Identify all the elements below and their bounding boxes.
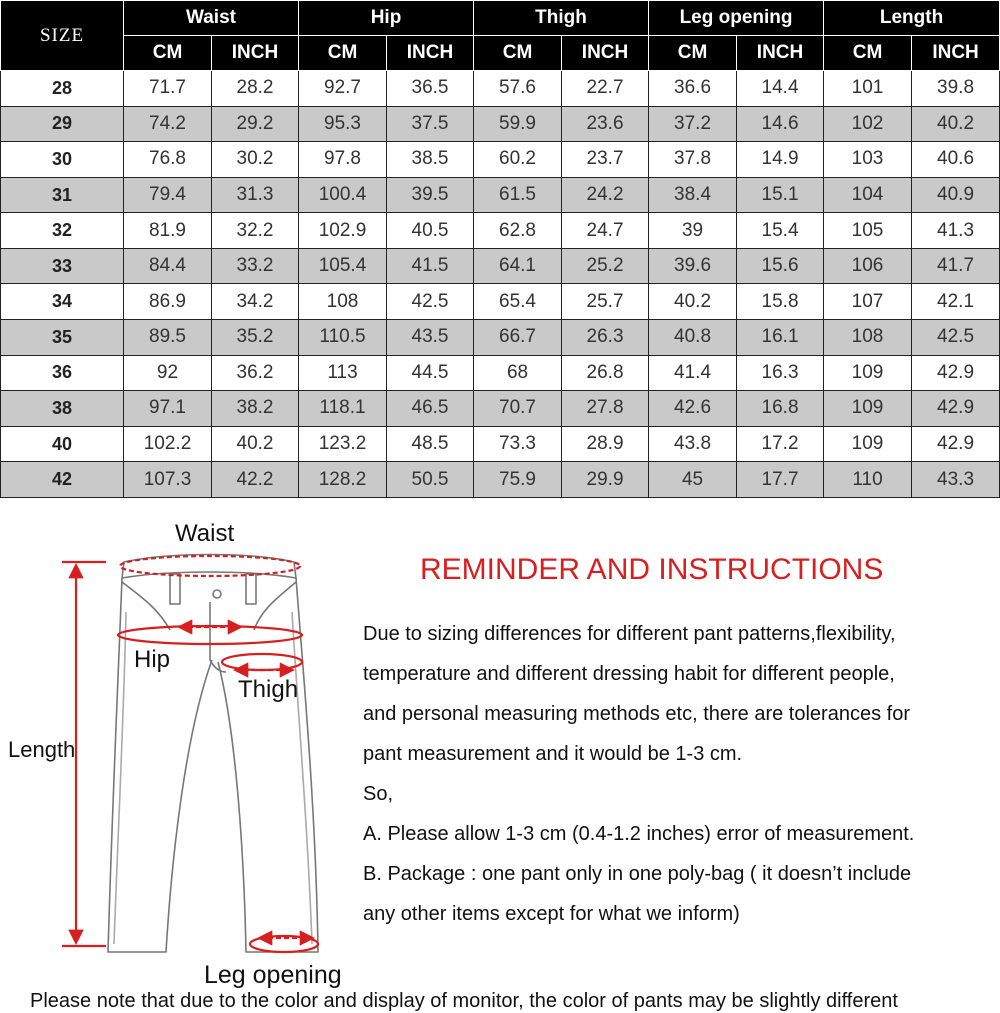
reminder-title: REMINDER AND INSTRUCTIONS	[420, 553, 884, 586]
measurement-cell: 42.9	[912, 391, 1000, 427]
measurement-cell: 15.8	[737, 284, 824, 320]
instruction-line: pant measurement and it would be 1-3 cm.	[363, 743, 743, 765]
size-cell: 30	[1, 142, 124, 178]
measurement-cell: 39.8	[912, 71, 1000, 107]
measurement-cell: 75.9	[474, 462, 562, 498]
measurement-cell: 48.5	[387, 426, 474, 462]
measurement-cell: 73.3	[474, 426, 562, 462]
measurement-cell: 105.4	[299, 248, 387, 284]
measurement-cell: 28.9	[562, 426, 649, 462]
unit-header: INCH	[737, 36, 824, 71]
measurement-cell: 25.2	[562, 248, 649, 284]
measurement-cell: 42.2	[212, 462, 299, 498]
instruction-line: A. Please allow 1-3 cm (0.4-1.2 inches) error of measurement.	[363, 823, 915, 845]
table-row	[1, 248, 1000, 284]
measurement-cell: 102.2	[124, 426, 212, 462]
measurement-cell: 42.6	[649, 391, 737, 427]
measurement-cell: 43.3	[912, 462, 1000, 498]
table-row	[1, 142, 1000, 178]
measurement-cell: 44.5	[387, 355, 474, 391]
measurement-cell: 61.5	[474, 177, 562, 213]
group-header-leg-opening: Leg opening	[649, 1, 824, 36]
measurement-cell: 40.2	[212, 426, 299, 462]
measurement-cell: 34.2	[212, 284, 299, 320]
measurement-cell: 37.2	[649, 106, 737, 142]
measurement-cell: 97.1	[124, 391, 212, 427]
measurement-cell: 36.5	[387, 71, 474, 107]
unit-header: INCH	[912, 36, 1000, 71]
measurement-cell: 42.1	[912, 284, 1000, 320]
table-row	[1, 426, 1000, 462]
measurement-cell: 16.3	[737, 355, 824, 391]
measurement-cell: 35.2	[212, 320, 299, 356]
measurement-cell: 45	[649, 462, 737, 498]
measurement-cell: 76.8	[124, 142, 212, 178]
measurement-cell: 14.6	[737, 106, 824, 142]
pants-measurement-diagram	[0, 512, 380, 1000]
measurement-cell: 109	[824, 391, 912, 427]
leg-opening-label: Leg opening	[204, 961, 342, 989]
measurement-cell: 74.2	[124, 106, 212, 142]
group-header-thigh: Thigh	[474, 1, 649, 36]
measurement-cell: 29.2	[212, 106, 299, 142]
measurement-cell: 16.8	[737, 391, 824, 427]
measurement-cell: 105	[824, 213, 912, 249]
measurement-cell: 26.8	[562, 355, 649, 391]
size-cell: 38	[1, 391, 124, 427]
measurement-cell: 24.7	[562, 213, 649, 249]
group-header-hip: Hip	[299, 1, 474, 36]
measurement-cell: 64.1	[474, 248, 562, 284]
measurement-cell: 60.2	[474, 142, 562, 178]
measurement-cell: 109	[824, 355, 912, 391]
measurement-cell: 15.6	[737, 248, 824, 284]
unit-header: CM	[649, 36, 737, 71]
length-label: Length	[8, 737, 76, 762]
measurement-cell: 23.7	[562, 142, 649, 178]
size-header: SIZE	[1, 1, 124, 71]
table-header-groups	[1, 1, 1000, 36]
pants-outline	[108, 555, 318, 953]
size-cell: 42	[1, 462, 124, 498]
measurement-cell: 108	[299, 284, 387, 320]
measurement-cell: 28.2	[212, 71, 299, 107]
unit-header: INCH	[387, 36, 474, 71]
measurement-cell: 14.4	[737, 71, 824, 107]
measurement-cell: 23.6	[562, 106, 649, 142]
size-chart-table	[0, 0, 1000, 498]
measurement-cell: 15.1	[737, 177, 824, 213]
table-row	[1, 462, 1000, 498]
measurement-cell: 86.9	[124, 284, 212, 320]
unit-header: CM	[824, 36, 912, 71]
measurement-cell: 26.3	[562, 320, 649, 356]
measurement-cell: 65.4	[474, 284, 562, 320]
measurement-cell: 57.6	[474, 71, 562, 107]
measurement-cell: 43.8	[649, 426, 737, 462]
measurement-cell: 66.7	[474, 320, 562, 356]
measurement-cell: 71.7	[124, 71, 212, 107]
measurement-cell: 33.2	[212, 248, 299, 284]
table-row	[1, 391, 1000, 427]
measurement-cell: 38.5	[387, 142, 474, 178]
table-row	[1, 355, 1000, 391]
table-row	[1, 284, 1000, 320]
measurement-cell: 37.5	[387, 106, 474, 142]
measurement-cell: 40.5	[387, 213, 474, 249]
measurement-cell: 103	[824, 142, 912, 178]
group-header-waist: Waist	[124, 1, 299, 36]
measurement-cell: 40.9	[912, 177, 1000, 213]
measurement-marks	[62, 556, 318, 952]
instruction-line: temperature and different dressing habit for different people,	[363, 663, 895, 685]
measurement-cell: 42.9	[912, 426, 1000, 462]
measurement-cell: 38.2	[212, 391, 299, 427]
measurement-cell: 106	[824, 248, 912, 284]
measurement-cell: 30.2	[212, 142, 299, 178]
size-cell: 40	[1, 426, 124, 462]
measurement-cell: 16.1	[737, 320, 824, 356]
table-row	[1, 106, 1000, 142]
size-cell: 33	[1, 248, 124, 284]
instruction-line: B. Package : one pant only in one poly-bag ( it doesn’t include	[363, 863, 912, 885]
measurement-cell: 42.5	[387, 284, 474, 320]
instruction-line: and personal measuring methods etc, there are tolerances for	[363, 703, 910, 725]
measurement-cell: 108	[824, 320, 912, 356]
measurement-cell: 118.1	[299, 391, 387, 427]
table-body	[1, 71, 1000, 498]
measurement-cell: 24.2	[562, 177, 649, 213]
thigh-label: Thigh	[238, 676, 299, 703]
measurement-cell: 89.5	[124, 320, 212, 356]
measurement-cell: 22.7	[562, 71, 649, 107]
measurement-cell: 107.3	[124, 462, 212, 498]
measurement-cell: 42.5	[912, 320, 1000, 356]
measurement-cell: 14.9	[737, 142, 824, 178]
measurement-cell: 102.9	[299, 213, 387, 249]
measurement-cell: 79.4	[124, 177, 212, 213]
measurement-cell: 97.8	[299, 142, 387, 178]
table-row	[1, 320, 1000, 356]
measurement-cell: 42.9	[912, 355, 1000, 391]
measurement-cell: 102	[824, 106, 912, 142]
measurement-cell: 109	[824, 426, 912, 462]
measurement-cell: 59.9	[474, 106, 562, 142]
measurement-cell: 41.3	[912, 213, 1000, 249]
measurement-cell: 50.5	[387, 462, 474, 498]
measurement-cell: 40.2	[649, 284, 737, 320]
measurement-cell: 27.8	[562, 391, 649, 427]
measurement-cell: 36.2	[212, 355, 299, 391]
measurement-cell: 29.9	[562, 462, 649, 498]
measurement-cell: 84.4	[124, 248, 212, 284]
measurement-cell: 46.5	[387, 391, 474, 427]
measurement-cell: 41.5	[387, 248, 474, 284]
instruction-line: any other items except for what we inform)	[363, 903, 740, 925]
size-cell: 29	[1, 106, 124, 142]
table-row	[1, 177, 1000, 213]
unit-header: CM	[124, 36, 212, 71]
measurement-cell: 17.2	[737, 426, 824, 462]
group-header-length: Length	[824, 1, 1000, 36]
size-cell: 28	[1, 71, 124, 107]
unit-header: CM	[299, 36, 387, 71]
measurement-cell: 100.4	[299, 177, 387, 213]
measurement-cell: 43.5	[387, 320, 474, 356]
measurement-cell: 31.3	[212, 177, 299, 213]
size-cell: 36	[1, 355, 124, 391]
measurement-cell: 123.2	[299, 426, 387, 462]
measurement-cell: 110	[824, 462, 912, 498]
measurement-cell: 62.8	[474, 213, 562, 249]
hip-label: Hip	[134, 646, 171, 673]
instruction-line: So,	[363, 783, 394, 805]
measurement-cell: 38.4	[649, 177, 737, 213]
measurement-cell: 39.5	[387, 177, 474, 213]
measurement-cell: 104	[824, 177, 912, 213]
unit-header: INCH	[212, 36, 299, 71]
unit-header: CM	[474, 36, 562, 71]
table-header-units	[1, 36, 1000, 71]
waist-label: Waist	[175, 520, 235, 547]
measurement-cell: 113	[299, 355, 387, 391]
measurement-cell: 25.7	[562, 284, 649, 320]
measurement-cell: 40.6	[912, 142, 1000, 178]
measurement-cell: 15.4	[737, 213, 824, 249]
size-cell: 34	[1, 284, 124, 320]
measurement-cell: 17.7	[737, 462, 824, 498]
size-cell: 32	[1, 213, 124, 249]
footer-note-partial: Please note that due to the color and display of monitor, the color of pants may be slightly different	[30, 990, 898, 1012]
measurement-cell: 32.2	[212, 213, 299, 249]
measurement-cell: 37.8	[649, 142, 737, 178]
size-cell: 31	[1, 177, 124, 213]
measurement-cell: 128.2	[299, 462, 387, 498]
measurement-cell: 39	[649, 213, 737, 249]
waist-measure-mark	[120, 556, 300, 576]
measurement-cell: 92	[124, 355, 212, 391]
measurement-cell: 81.9	[124, 213, 212, 249]
measurement-cell: 41.7	[912, 248, 1000, 284]
instruction-line: Due to sizing differences for different pant patterns,flexibility,	[363, 623, 896, 645]
measurement-cell: 40.2	[912, 106, 1000, 142]
size-cell: 35	[1, 320, 124, 356]
thigh-measure-mark	[222, 654, 302, 670]
measurement-cell: 40.8	[649, 320, 737, 356]
measurement-cell: 107	[824, 284, 912, 320]
measurement-cell: 70.7	[474, 391, 562, 427]
measurement-cell: 36.6	[649, 71, 737, 107]
measurement-cell: 68	[474, 355, 562, 391]
measurement-cell: 39.6	[649, 248, 737, 284]
measurement-cell: 110.5	[299, 320, 387, 356]
measurement-cell: 101	[824, 71, 912, 107]
table-row	[1, 71, 1000, 107]
unit-header: INCH	[562, 36, 649, 71]
measurement-cell: 41.4	[649, 355, 737, 391]
table-row	[1, 213, 1000, 249]
measurement-cell: 92.7	[299, 71, 387, 107]
measurement-cell: 95.3	[299, 106, 387, 142]
